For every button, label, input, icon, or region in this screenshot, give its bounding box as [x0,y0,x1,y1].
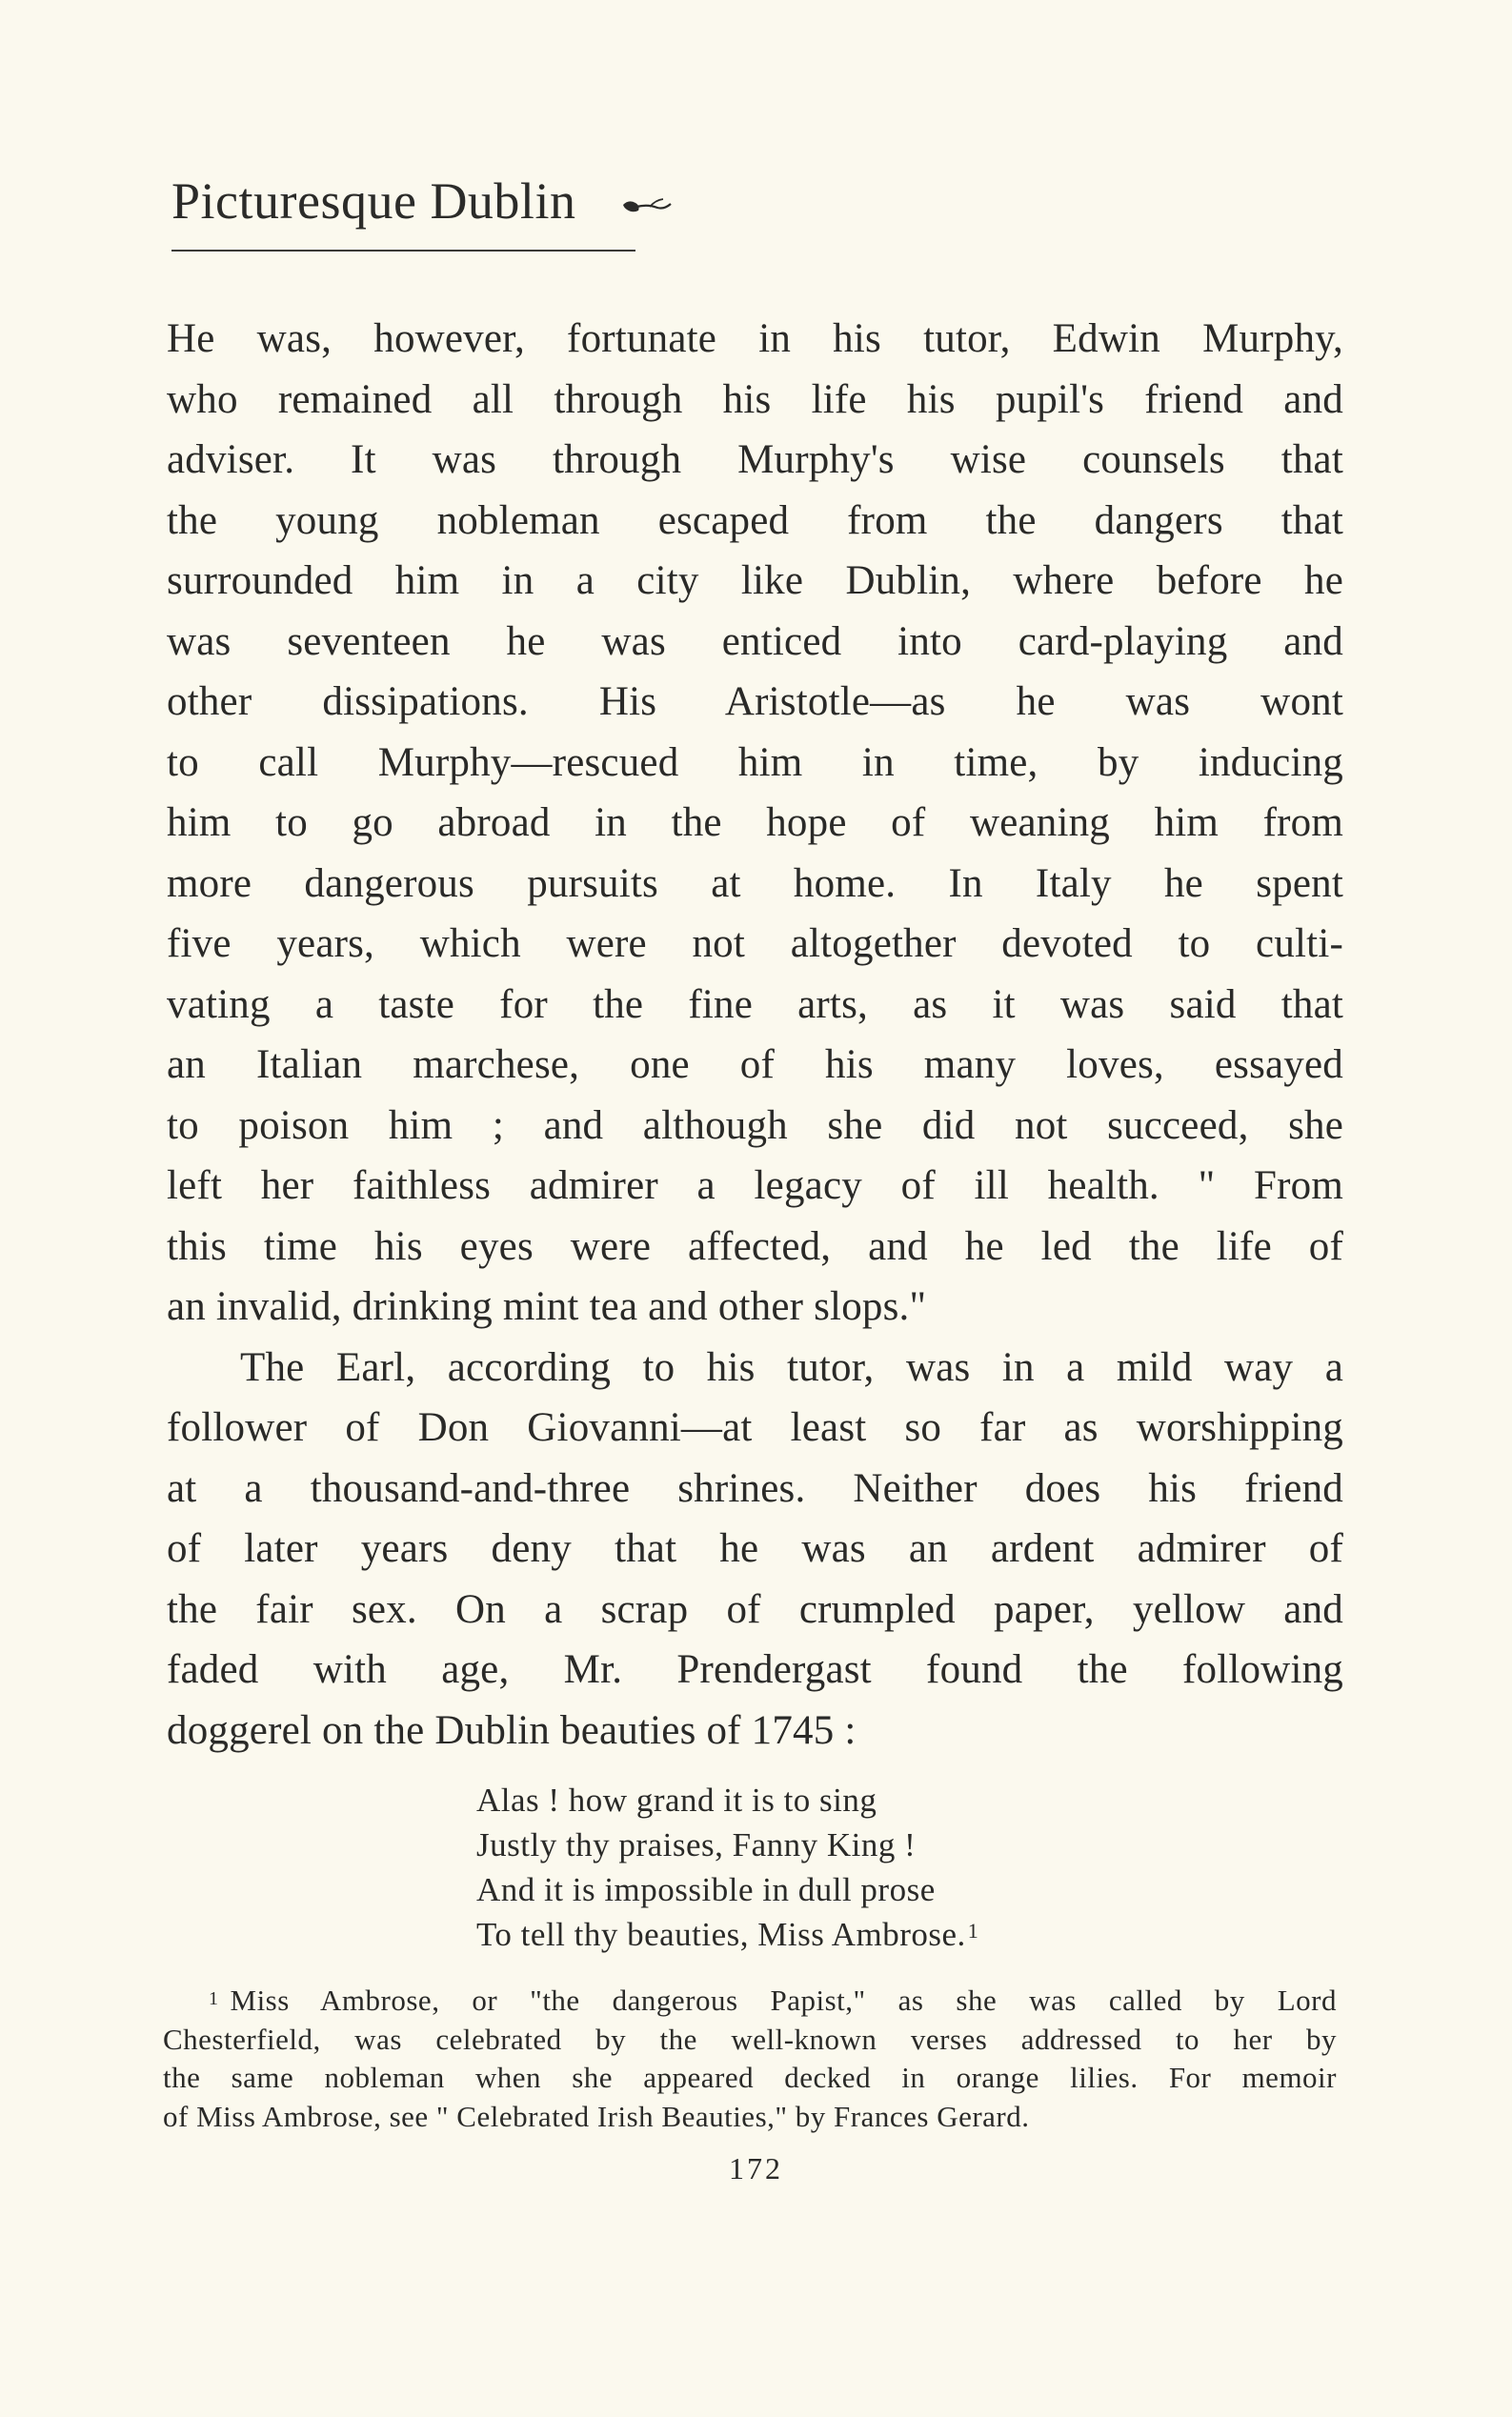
footnote-line: Chesterfield, was celebrated by the well-known verses addressed to her by [163,2022,1337,2056]
verse-line-text: To tell thy beauties, Miss Ambrose. [476,1916,966,1953]
hand-leaf-ornament-icon [621,171,673,231]
running-head [171,171,673,236]
body-line: of later years deny that he was an ardent admirer of [167,1526,1343,1571]
body-line: at a thousand-and-three shrines. Neither does his friend [167,1465,1343,1511]
running-head-rule [171,250,635,252]
verse-line: Justly thy praises, Fanny King ! [476,1826,917,1863]
verse-line: And it is impossible in dull prose [476,1871,936,1908]
body-line: faded with age, Mr. Prendergast found the following [167,1647,1343,1692]
verse-block [476,1778,978,1957]
running-head-title: Picturesque Dublin [171,172,576,230]
body-line: follower of Don Giovanni—at least so far as worshipping [167,1405,1343,1450]
footnote-line: of Miss Ambrose, see " Celebrated Irish Beauties," by Frances Gerard. [163,2099,1030,2133]
footnote-line: the same nobleman when she appeared decked in orange lilies. For memoir [163,2061,1337,2094]
footnote-reference: 1 [967,1919,979,1943]
verse-line [476,1912,978,1957]
body-line: the young nobleman escaped from the dangers that [167,497,1343,543]
body-line: more dangerous pursuits at home. In Italy he spent [167,860,1343,906]
body-line: was seventeen he was enticed into card-playing and [167,618,1343,664]
footnote-mark: 1 [209,1988,219,2009]
body-line: this time his eyes were affected, and he led the life of [167,1223,1343,1269]
body-line: vating a taste for the fine arts, as it was said that [167,981,1343,1027]
body-line: left her faithless admirer a legacy of ill health. " From [167,1163,1343,1208]
body-line: adviser. It was through Murphy's wise counsels that [167,437,1343,482]
body-line: other dissipations. His Aristotle—as he was wont [167,679,1343,724]
verse-line: Alas ! how grand it is to sing [476,1782,877,1819]
page-number: 172 [729,2151,783,2185]
footnote-line-text: Miss Ambrose, or "the dangerous Papist," as she was called by Lord [230,1984,1337,2017]
body-line: who remained all through his life his pupil's friend and [167,376,1343,422]
body-line: to call Murphy—rescued him in time, by inducing [167,739,1343,785]
body-text [167,309,1343,1761]
body-line: He was, however, fortunate in his tutor, Edwin Murphy, [167,316,1343,361]
body-line: surrounded him in a city like Dublin, where before he [167,558,1343,603]
body-line: an invalid, drinking mint tea and other slops." [167,1284,927,1329]
body-line: to poison him ; and although she did not succeed, she [167,1102,1343,1148]
body-line: The Earl, according to his tutor, was in a mild way a [240,1344,1343,1390]
body-line: five years, which were not altogether devoted to culti- [167,921,1343,966]
body-line: him to go abroad in the hope of weaning him from [167,800,1343,845]
body-line: the fair sex. On a scrap of crumpled paper, yellow and [167,1586,1343,1632]
body-line: an Italian marchese, one of his many loves, essayed [167,1042,1343,1087]
body-line: doggerel on the Dublin beauties of 1745 : [167,1707,857,1753]
footnote [163,1982,1337,2136]
footnote-line [163,1982,1337,2021]
